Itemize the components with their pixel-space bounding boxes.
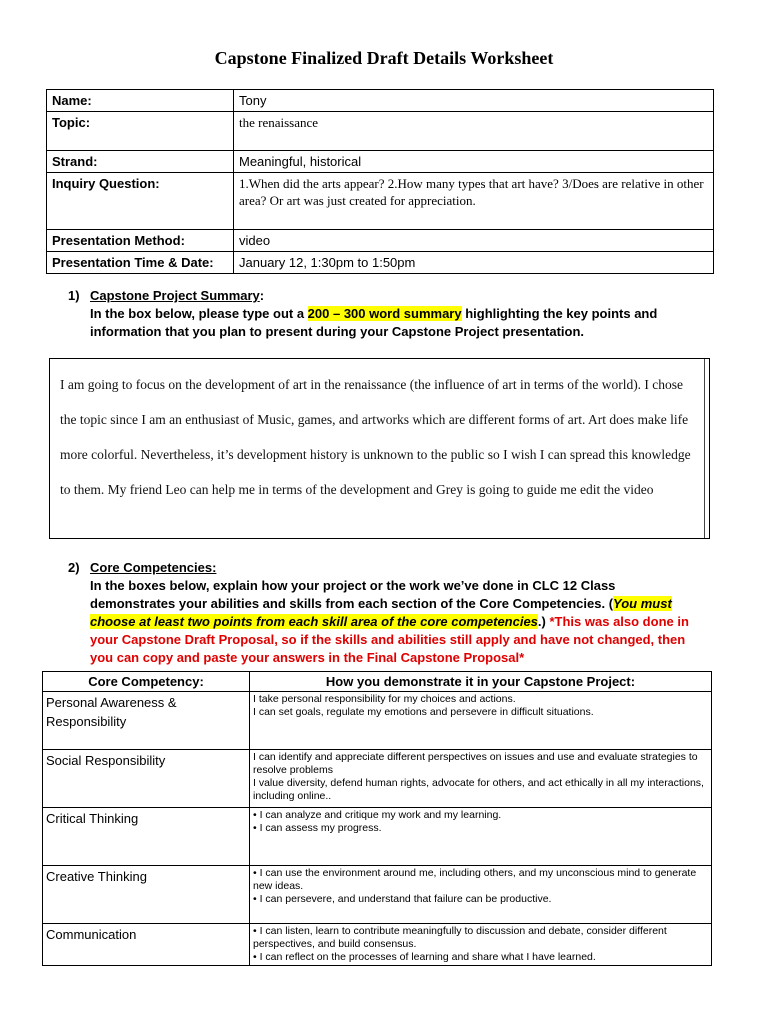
- section-summary: 1) Capstone Project Summary: In the box below, please type out a 200 – 300 word summary highlighting the key points and information that you plan to present during your Capstone Project presentation.: [68, 288, 658, 339]
- inquiry-value: 1.When did the arts appear? 2.How many types that art have? 3/Does are relative in other area? Or art was just created for appreciation.: [234, 173, 714, 230]
- red-note: *This was also done in your Capstone Draft Proposal, so if the skills and abilities still apply and have not changed, then you can copy and paste your answers in the Final Capstone Proposal*: [90, 614, 689, 665]
- section-intro: In the boxes below, explain how your project or the work we’ve done in CLC 12 Class demonstrates your abilities and skills from each section of the Core Competencies. (: [90, 578, 616, 611]
- competency-name: Creative Thinking: [43, 866, 250, 924]
- requirement-highlight: You must choose at least two points from each skill area of the core competencies: [90, 596, 672, 629]
- competency-description[interactable]: • I can use the environment around me, including others, and my unconscious mind to generate new ideas. • I can persevere, and understand that failure can be productive.: [250, 866, 712, 924]
- competency-description[interactable]: I can identify and appreciate different perspectives on issues and use and evaluate strategies to resolve problems I value diversity, defend human rights, advocate for others, and act ethically in all my interactions, including online..: [250, 750, 712, 808]
- competency-name: Critical Thinking: [43, 808, 250, 866]
- name-label: Name:: [47, 90, 234, 112]
- core-competencies-table: [42, 671, 712, 966]
- details-row-method: [47, 230, 714, 252]
- table-row: [43, 808, 712, 866]
- strand-label: Strand:: [47, 151, 234, 173]
- details-table: [46, 89, 714, 274]
- competency-description[interactable]: I take personal responsibility for my choices and actions. I can set goals, regulate my emotions and persevere in difficult situations.: [250, 692, 712, 750]
- competency-description[interactable]: • I can analyze and critique my work and my learning. • I can assess my progress.: [250, 808, 712, 866]
- summary-text[interactable]: I am going to focus on the development of art in the renaissance (the influence of art in terms of the world). I chose the topic since I am an enthusiast of Music, games, and artworks which are different forms of art. Art does make life more colorful. Nevertheless, it’s development history is unknown to the public so I wish I can spread this knowledge to them. My friend Leo can help me in terms of the development and Grey is going to guide me edit the video: [60, 377, 691, 497]
- details-row-topic: [47, 112, 714, 151]
- core-header-competency: Core Competency:: [43, 672, 250, 692]
- time-label: Presentation Time & Date:: [47, 252, 234, 274]
- competency-description[interactable]: • I can listen, learn to contribute meaningfully to discussion and debate, consider different perspectives, and build consensus. • I can reflect on the processes of learning and share what I have learned.: [250, 924, 712, 966]
- worksheet-title: Capstone Finalized Draft Details Worksheet: [214, 48, 554, 68]
- core-header-row: [43, 672, 712, 692]
- core-header-demonstration: How you demonstrate it in your Capstone Project:: [250, 672, 712, 692]
- table-row: [43, 750, 712, 808]
- competency-name: Personal Awareness & Responsibility: [43, 692, 250, 750]
- table-row: [43, 924, 712, 966]
- table-row: [43, 866, 712, 924]
- section-number: 1): [68, 288, 80, 303]
- competency-name: Communication: [43, 924, 250, 966]
- competency-name: Social Responsibility: [43, 750, 250, 808]
- table-row: [43, 692, 712, 750]
- details-row-strand: [47, 151, 714, 173]
- method-label: Presentation Method:: [47, 230, 234, 252]
- section-number: 2): [68, 560, 80, 575]
- topic-value: the renaissance: [234, 112, 714, 151]
- section-intro: In the box below, please type out a: [90, 306, 308, 321]
- details-row-name: [47, 90, 714, 112]
- details-row-inquiry: [47, 173, 714, 230]
- section-heading: Core Competencies:: [90, 560, 217, 575]
- details-row-time: [47, 252, 714, 274]
- inquiry-label: Inquiry Question:: [47, 173, 234, 230]
- section-core: 2) Core Competencies: In the boxes below, explain how your project or the work we’ve done in CLC 12 Class demonstrates your abilities and skills from each section of the Core Competencies. (You must choose at least two points from each skill area of the core competencies.) *This was also done in your Capstone Draft Proposal, so if the skills and abilities still apply and have not changed, then you can copy and paste your answers in the Final Capstone Proposal*: [68, 560, 689, 665]
- method-value: video: [234, 230, 714, 252]
- word-count-highlight: 200 – 300 word summary: [307, 306, 462, 321]
- strand-value: Meaningful, historical: [234, 151, 714, 173]
- name-value: Tony: [234, 90, 714, 112]
- section-heading: Capstone Project Summary: [90, 288, 260, 303]
- topic-label: Topic:: [47, 112, 234, 151]
- time-value: January 12, 1:30pm to 1:50pm: [234, 252, 714, 274]
